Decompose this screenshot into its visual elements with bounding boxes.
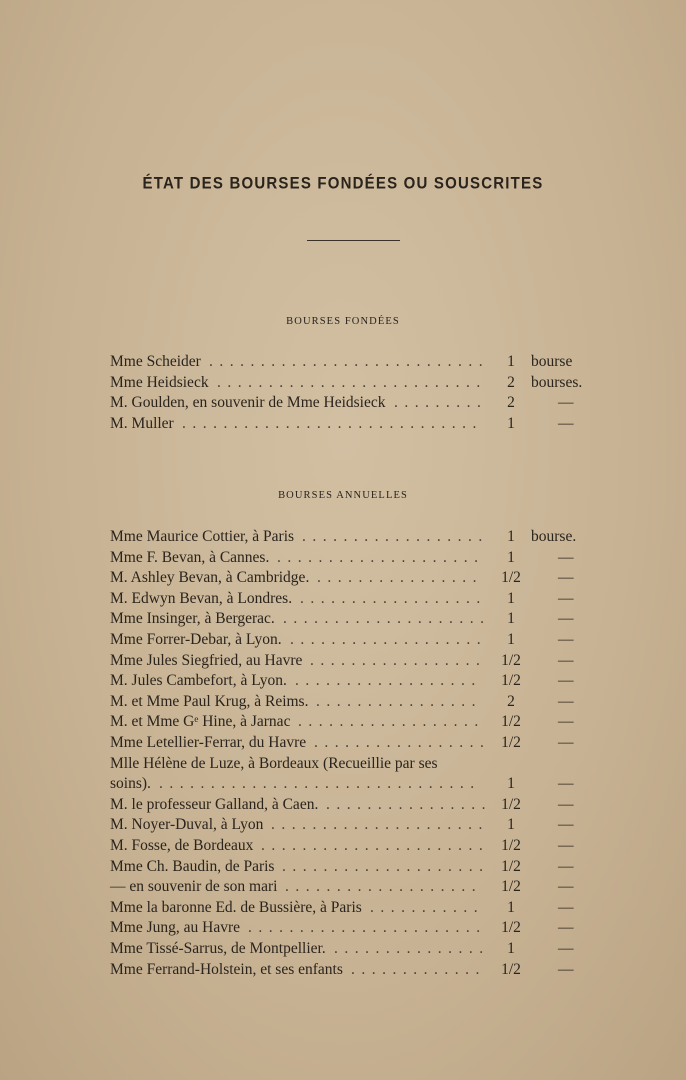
entry-unit: bourses. <box>531 373 583 391</box>
entry-row <box>110 774 610 794</box>
entry-row <box>110 651 610 671</box>
dot-leader: .................. <box>295 672 482 690</box>
entry-row <box>110 754 610 774</box>
entry-unit: — <box>558 713 574 731</box>
dot-leader: .................. <box>298 713 485 731</box>
entry-row <box>110 939 610 959</box>
entry-quantity: 1 <box>507 353 515 370</box>
entry-row <box>110 918 610 938</box>
entry-name: Mme Insinger, à Bergerac. <box>110 610 275 628</box>
entry-name: Mme Jung, au Havre <box>110 919 240 937</box>
entry-row <box>110 712 610 732</box>
dot-leader: .................... <box>282 857 490 875</box>
entry-name: Mme Maurice Cottier, à Paris <box>110 528 295 545</box>
entry-row <box>110 352 610 372</box>
entry-quantity: 1 <box>507 631 515 648</box>
dot-leader: ........................... <box>209 353 490 370</box>
entry-unit: — <box>558 548 574 566</box>
dot-leader: .................... <box>277 548 485 566</box>
entry-name: Mme Forrer-Debar, à Lyon. <box>110 631 282 648</box>
entry-quantity: 1 <box>507 775 515 793</box>
entry-row <box>110 898 610 918</box>
entry-unit: — <box>558 631 574 648</box>
entry-unit: — <box>558 919 574 937</box>
entry-row <box>110 589 610 609</box>
entry-quantity: 1/2 <box>501 734 521 751</box>
entry-unit: — <box>558 795 574 813</box>
entry-row <box>110 568 610 588</box>
entry-name: Mme Ferrand-Holstein, et ses enfants <box>110 960 343 978</box>
entry-unit: — <box>558 960 574 978</box>
dot-leader: .................. <box>300 589 487 607</box>
dot-leader: ..................... <box>271 816 489 834</box>
entry-name: M. Jules Cambefort, à Lyon. <box>110 672 287 690</box>
entry-name: Mme la baronne Ed. de Bussière, à Paris <box>110 898 362 916</box>
entry-unit: — <box>558 651 574 669</box>
entry-name: M. Ashley Bevan, à Cambridge. <box>110 569 310 587</box>
entry-unit: — <box>558 394 574 411</box>
entry-name: M. Muller <box>110 414 174 432</box>
entry-row <box>110 960 610 980</box>
entry-name: Mme Tissé-Sarrus, de Montpellier. <box>110 940 326 957</box>
entry-row <box>110 877 610 897</box>
entry-quantity: 1/2 <box>501 837 521 854</box>
entry-quantity: 1/2 <box>501 878 521 896</box>
entry-row <box>110 671 610 691</box>
entry-name: Mme Jules Siegfried, au Havre <box>110 651 303 669</box>
entry-name: M. Fosse, de Bordeaux <box>110 837 254 854</box>
entry-name: Mme F. Bevan, à Cannes. <box>110 548 270 566</box>
entry-quantity: 1 <box>507 548 515 566</box>
entry-unit: — <box>558 878 574 896</box>
entry-quantity: 1/2 <box>501 857 521 875</box>
section-heading-annuelles: BOURSES ANNUELLES <box>278 490 408 501</box>
dot-leader: ............................... <box>159 775 481 793</box>
entry-unit: — <box>558 837 574 854</box>
entry-row <box>110 609 610 629</box>
entry-quantity: 2 <box>507 692 515 710</box>
entry-name: M. Edwyn Bevan, à Londres. <box>110 589 293 607</box>
entry-unit: — <box>558 940 574 957</box>
entry-quantity: 1 <box>507 589 515 607</box>
page-title: ÉTAT DES BOURSES FONDÉES OU SOUSCRITES <box>142 173 544 194</box>
entry-row <box>110 548 610 568</box>
entry-unit: — <box>558 898 574 916</box>
entry-unit: — <box>558 857 574 875</box>
entry-quantity: 1 <box>507 816 515 834</box>
entry-name: soins). <box>110 775 151 793</box>
entry-quantity: 1 <box>507 610 515 628</box>
entry-quantity: 1/2 <box>501 672 521 690</box>
dot-leader: ................... <box>285 878 483 896</box>
entry-quantity: 1/2 <box>501 651 521 669</box>
entry-name: M. Goulden, en souvenir de Mme Heidsieck <box>110 394 386 411</box>
entry-row <box>110 527 610 547</box>
title-rule <box>307 240 400 241</box>
entry-unit: — <box>558 569 574 587</box>
entry-unit: — <box>558 734 574 751</box>
entry-unit: — <box>558 610 574 628</box>
entry-quantity: 2 <box>507 394 515 411</box>
dot-leader: ................. <box>310 651 487 669</box>
entry-name: M. et Mme Paul Krug, à Reims. <box>110 692 309 710</box>
dot-leader: ................ <box>316 692 482 710</box>
dot-leader: ............... <box>334 940 490 957</box>
section-heading-fondees: BOURSES FONDÉES <box>286 316 400 327</box>
entry-row <box>110 836 610 856</box>
entry-unit: — <box>558 672 574 690</box>
dot-leader: ............................. <box>182 414 483 432</box>
entry-row <box>110 692 610 712</box>
entry-quantity: 1 <box>507 940 515 957</box>
entry-name: Mme Letellier-Ferrar, du Havre <box>110 734 307 751</box>
entry-row <box>110 795 610 815</box>
dot-leader: .......................... <box>217 373 487 391</box>
dot-leader: ................... <box>290 631 488 648</box>
entry-quantity: 1 <box>507 528 515 545</box>
dot-leader: ................ <box>317 569 483 587</box>
entry-name: M. Noyer-Duval, à Lyon <box>110 816 264 834</box>
entry-unit: bourse <box>531 353 573 370</box>
entry-quantity: 2 <box>507 373 515 391</box>
entry-quantity: 1/2 <box>501 919 521 937</box>
entry-quantity: 1 <box>507 898 515 916</box>
entry-quantity: 1 <box>507 414 515 432</box>
entry-unit: bourse. <box>531 528 577 545</box>
entry-unit: — <box>558 775 574 793</box>
entry-quantity: 1/2 <box>501 960 521 978</box>
dot-leader: .................... <box>283 610 491 628</box>
entry-unit: — <box>558 692 574 710</box>
entry-row <box>110 733 610 753</box>
entry-quantity: 1/2 <box>501 795 521 813</box>
entry-row <box>110 857 610 877</box>
dot-leader: ....................... <box>248 919 487 937</box>
dot-leader: ................ <box>326 795 492 813</box>
entry-name: M. et Mme Gᵉ Hine, à Jarnac <box>110 713 291 731</box>
dot-leader: ................. <box>314 734 491 751</box>
entry-name: Mme Ch. Baudin, de Paris <box>110 857 275 875</box>
entry-row <box>110 373 610 393</box>
dot-leader: .................. <box>302 528 489 545</box>
entry-name: M. le professeur Galland, à Caen. <box>110 795 319 813</box>
entry-row <box>110 414 610 434</box>
dot-leader: ............. <box>351 960 486 978</box>
entry-row <box>110 393 610 413</box>
entry-row <box>110 630 610 650</box>
dot-leader: ......... <box>394 394 488 411</box>
entry-unit: — <box>558 816 574 834</box>
entry-row <box>110 815 610 835</box>
dot-leader: ...................... <box>261 837 490 854</box>
entry-name: Mme Scheider <box>110 353 201 370</box>
entry-quantity: 1/2 <box>501 713 521 731</box>
entry-quantity: 1/2 <box>501 569 521 587</box>
entry-unit: — <box>558 414 574 432</box>
dot-leader: ........... <box>370 898 485 916</box>
entry-name: Mme Heidsieck <box>110 373 209 391</box>
entry-name: — en souvenir de son mari <box>110 878 278 896</box>
entry-name: Mlle Hélène de Luze, à Bordeaux (Recueillie par ses <box>110 754 438 772</box>
entry-unit: — <box>558 589 574 607</box>
